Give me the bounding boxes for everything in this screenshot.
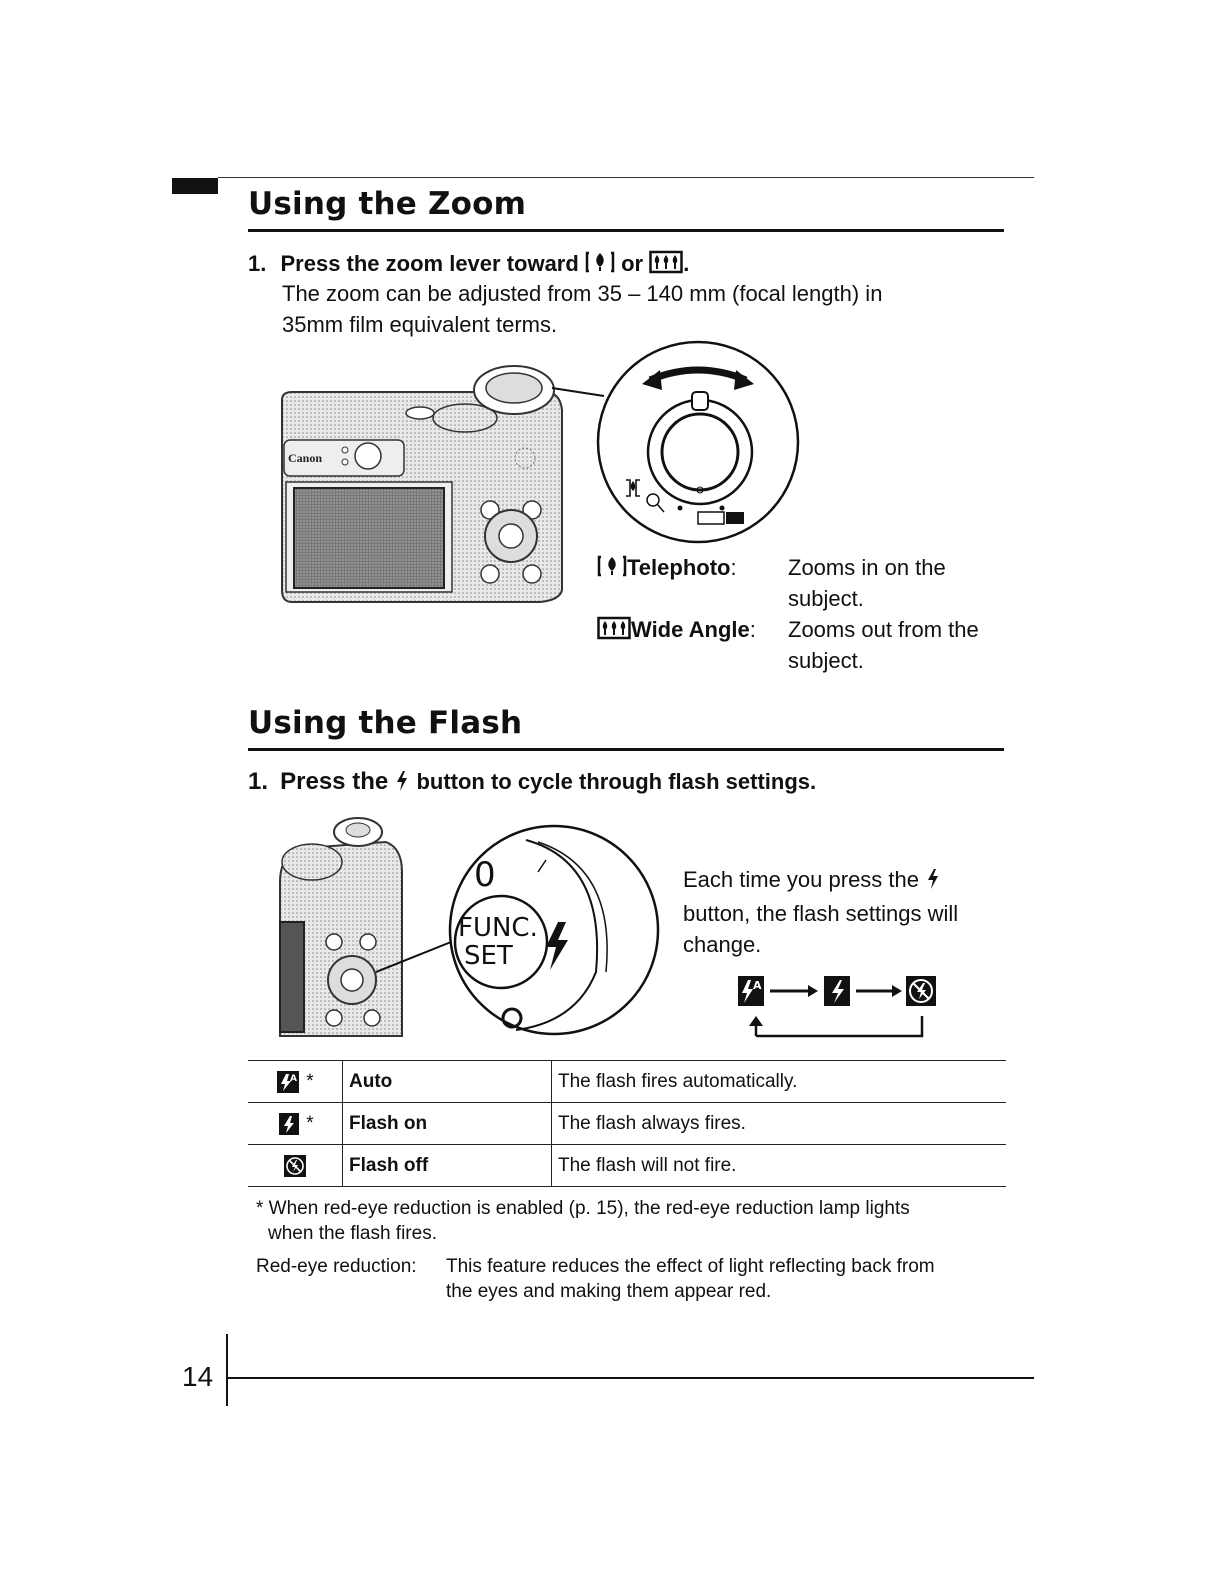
zoom-body-line2: 35mm film equivalent terms. (282, 312, 558, 337)
redeye-description (446, 1254, 935, 1304)
wide-angle-desc-line1: Zooms out from the (788, 617, 979, 642)
zoom-body-line1: The zoom can be adjusted from 35 – 140 mm (focal length) in (282, 281, 883, 306)
flash-auto-icon (738, 976, 764, 1006)
telephoto-label: Telephoto (627, 555, 731, 580)
zoom-body (282, 278, 882, 340)
mode-label: Flash on (343, 1103, 552, 1145)
wide-angle-icon (597, 616, 631, 648)
asterisk-marker: * (306, 1112, 314, 1134)
wide-angle-colon: : (749, 617, 756, 642)
zoom-step-or: or (621, 251, 644, 276)
telephoto-colon: : (730, 555, 737, 580)
page-number: 14 (182, 1361, 214, 1392)
table-row (248, 1145, 1006, 1187)
footer-vertical-rule (226, 1334, 228, 1406)
flash-mode-table (248, 1060, 1006, 1187)
asterisk-marker: * (306, 1070, 314, 1092)
mode-description: The flash fires automatically. (552, 1061, 1007, 1103)
func-label: FUNC. (458, 913, 538, 943)
footnote-line1: * When red-eye reduction is enabled (p. 15), the red-eye reduction lamp lights (256, 1198, 910, 1219)
zoom-step-text: Press the zoom lever toward (280, 251, 579, 276)
footer-rule (226, 1377, 1034, 1379)
flash-desc-line1: Each time you press the (683, 867, 920, 892)
flash-off-icon (282, 1153, 308, 1179)
redeye-label: Red-eye reduction: (256, 1256, 417, 1277)
mode-label: Flash off (343, 1145, 552, 1187)
telephoto-desc-line1: Zooms in on the (788, 555, 946, 580)
flash-on-icon (824, 976, 850, 1006)
flash-step-number: 1. (248, 768, 269, 795)
flash-desc-line3: change. (683, 932, 762, 957)
flash-icon (394, 770, 410, 798)
dial-digit: 0 (474, 855, 496, 895)
flash-step (248, 768, 816, 798)
flash-icon (925, 867, 941, 898)
flash-heading-rule (248, 748, 1004, 751)
table-row (248, 1103, 1006, 1145)
camera-brand-text: Canon (288, 451, 323, 465)
telephoto-desc (788, 552, 946, 614)
svg-text:A: A (290, 1073, 298, 1084)
flash-heading: Using the Flash (248, 705, 523, 741)
flash-on-icon-cell (248, 1103, 343, 1145)
zoom-step (248, 250, 689, 280)
zoom-heading: Using the Zoom (248, 186, 527, 222)
svg-text:A: A (753, 979, 762, 992)
flash-cycle-diagram (736, 974, 946, 1040)
redeye-line1: This feature reduces the effect of light reflecting back from (446, 1256, 935, 1277)
footnote (256, 1196, 910, 1246)
flash-off-icon-cell (248, 1145, 343, 1187)
footnote-line2: when the flash fires. (268, 1223, 437, 1244)
mode-label: Auto (343, 1061, 552, 1103)
mode-description: The flash always fires. (552, 1103, 1007, 1145)
flash-desc-line2: button, the flash settings will (683, 901, 959, 926)
mode-description: The flash will not fire. (552, 1145, 1007, 1187)
wide-angle-row (597, 614, 756, 648)
flash-off-icon (906, 976, 936, 1006)
set-label: SET (464, 941, 513, 971)
flash-step-pre: Press the (280, 768, 389, 795)
telephoto-icon (585, 250, 615, 280)
telephoto-icon (597, 554, 627, 586)
table-row (248, 1061, 1006, 1103)
flash-on-icon (276, 1111, 306, 1137)
telephoto-row (597, 552, 737, 586)
flash-step-post: button to cycle through flash settings. (416, 769, 817, 794)
wide-angle-label: Wide Angle (631, 617, 750, 642)
top-rule (218, 177, 1034, 178)
wide-angle-desc (788, 614, 979, 676)
flash-auto-icon (276, 1069, 306, 1095)
zoom-heading-rule (248, 229, 1004, 232)
wide-angle-desc-line2: subject. (788, 648, 864, 673)
flash-desc (683, 864, 958, 960)
wide-angle-icon (649, 250, 683, 280)
section-marker (172, 178, 218, 194)
telephoto-desc-line2: subject. (788, 586, 864, 611)
redeye-line2: the eyes and making them appear red. (446, 1281, 772, 1302)
zoom-step-number: 1. (248, 251, 267, 276)
zoom-step-period: . (683, 251, 690, 276)
flash-auto-icon-cell (248, 1061, 343, 1103)
flash-camera-illustration (276, 812, 666, 1048)
